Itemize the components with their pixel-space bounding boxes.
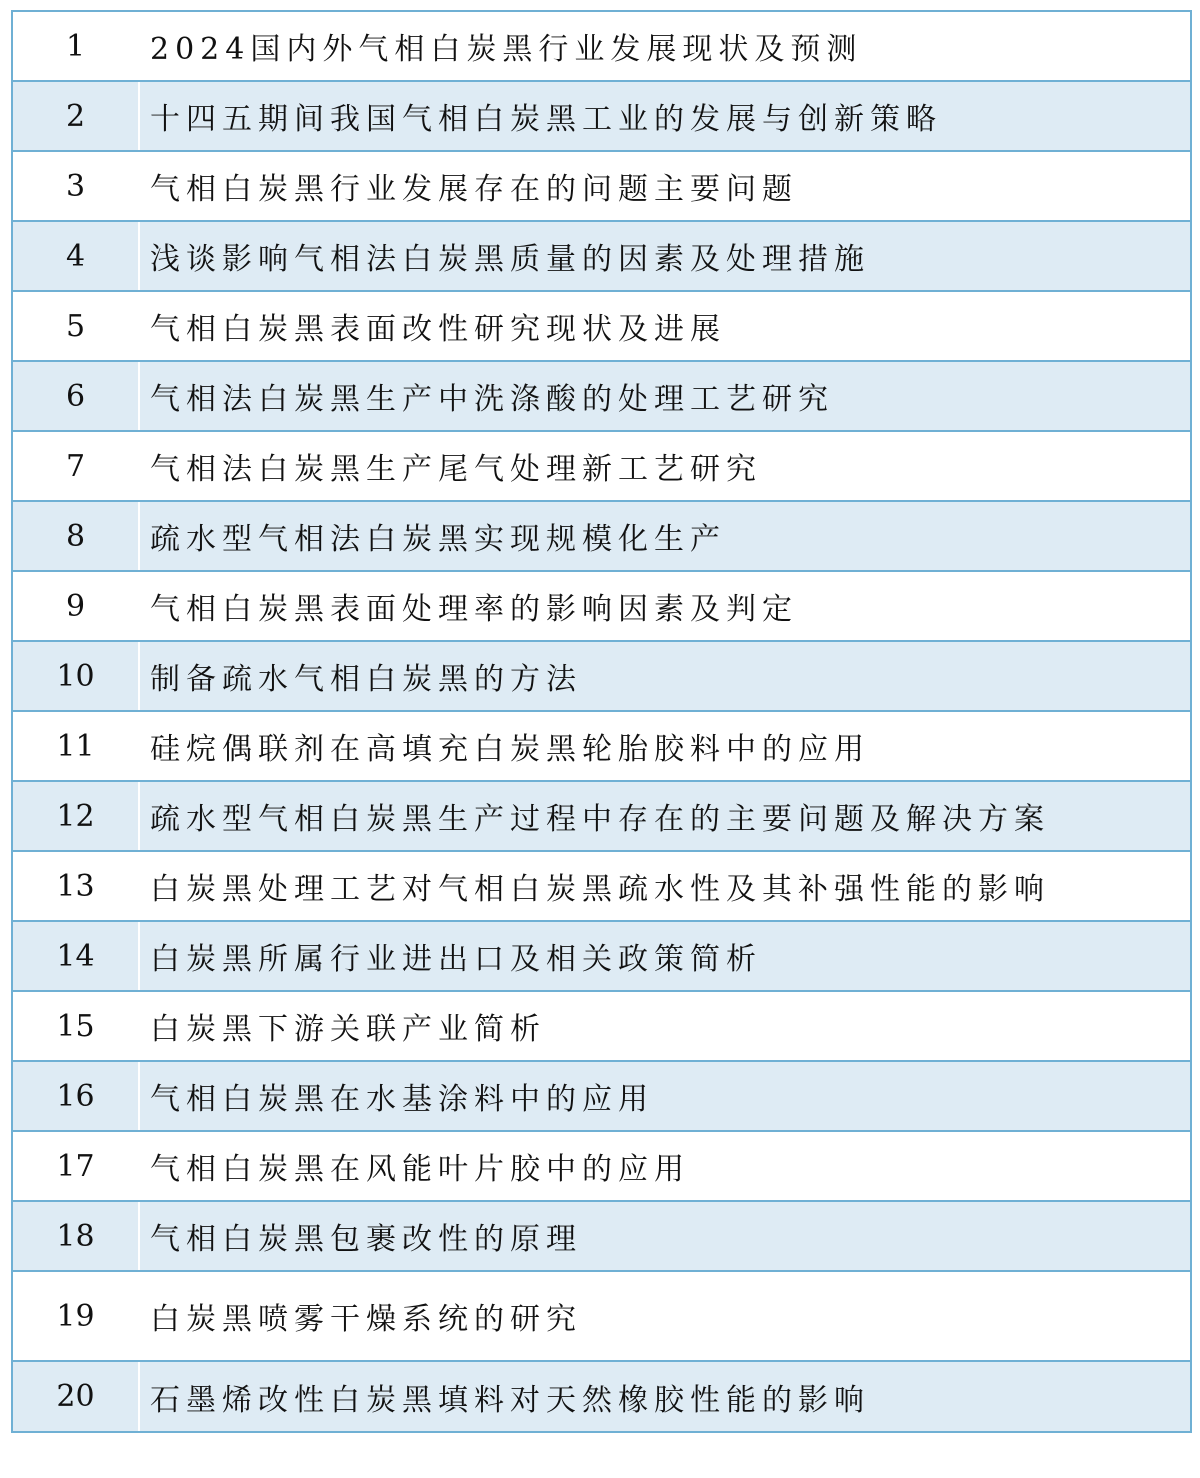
article-title: 硅烷偶联剂在高填充白炭黑轮胎胶料中的应用 <box>150 732 870 767</box>
row-number: 6 <box>13 362 140 430</box>
table-row <box>13 1272 1190 1362</box>
table-row <box>13 12 1190 82</box>
row-number: 8 <box>13 502 140 570</box>
row-number: 17 <box>13 1132 140 1200</box>
article-title: 浅谈影响气相法白炭黑质量的因素及处理措施 <box>150 242 870 277</box>
table-row <box>13 992 1190 1062</box>
row-number: 19 <box>13 1272 140 1360</box>
table-row <box>13 502 1190 572</box>
table-row <box>13 1362 1190 1433</box>
article-title: 白炭黑下游关联产业简析 <box>150 1012 546 1047</box>
table-row <box>13 1202 1190 1272</box>
row-number: 4 <box>13 222 140 290</box>
article-title: 十四五期间我国气相白炭黑工业的发展与创新策略 <box>150 102 942 137</box>
article-title: 气相白炭黑表面处理率的影响因素及判定 <box>150 592 798 627</box>
article-title: 石墨烯改性白炭黑填料对天然橡胶性能的影响 <box>150 1382 870 1418</box>
table-row <box>13 922 1190 992</box>
table-row <box>13 782 1190 852</box>
row-number: 15 <box>13 992 140 1060</box>
row-number: 12 <box>13 782 140 850</box>
table-row <box>13 1062 1190 1132</box>
article-title: 气相法白炭黑生产尾气处理新工艺研究 <box>150 452 762 487</box>
table-row <box>13 572 1190 642</box>
row-number: 1 <box>13 12 140 80</box>
row-number: 2 <box>13 82 140 150</box>
table-row <box>13 642 1190 712</box>
row-number: 3 <box>13 152 140 220</box>
article-title: 气相白炭黑包裹改性的原理 <box>150 1222 582 1257</box>
article-title: 疏水型气相法白炭黑实现规模化生产 <box>150 522 726 557</box>
table-row <box>13 152 1190 222</box>
article-title: 白炭黑所属行业进出口及相关政策简析 <box>150 942 762 977</box>
row-number: 9 <box>13 572 140 640</box>
table-row <box>13 362 1190 432</box>
article-title: 2024国内外气相白炭黑行业发展现状及预测 <box>150 32 863 67</box>
article-title: 气相白炭黑行业发展存在的问题主要问题 <box>150 172 798 207</box>
article-title: 制备疏水气相白炭黑的方法 <box>150 662 582 697</box>
article-list-table <box>11 10 1192 1433</box>
table-row <box>13 1132 1190 1202</box>
table-row <box>13 82 1190 152</box>
article-title: 气相法白炭黑生产中洗涤酸的处理工艺研究 <box>150 382 834 417</box>
article-title: 白炭黑处理工艺对气相白炭黑疏水性及其补强性能的影响 <box>150 872 1050 907</box>
row-number: 13 <box>13 852 140 920</box>
row-number: 10 <box>13 642 140 710</box>
article-title: 气相白炭黑表面改性研究现状及进展 <box>150 312 726 347</box>
row-number: 14 <box>13 922 140 990</box>
table-row <box>13 222 1190 292</box>
row-number: 5 <box>13 292 140 360</box>
table-row <box>13 712 1190 782</box>
article-title: 白炭黑喷雾干燥系统的研究 <box>150 1302 582 1337</box>
row-number: 18 <box>13 1202 140 1270</box>
row-number: 16 <box>13 1062 140 1130</box>
row-number: 7 <box>13 432 140 500</box>
table-row <box>13 292 1190 362</box>
table-row <box>13 852 1190 922</box>
article-title: 气相白炭黑在水基涂料中的应用 <box>150 1082 654 1117</box>
row-number: 11 <box>13 712 140 780</box>
row-number: 20 <box>13 1362 140 1431</box>
article-title: 气相白炭黑在风能叶片胶中的应用 <box>150 1152 690 1187</box>
article-title: 疏水型气相白炭黑生产过程中存在的主要问题及解决方案 <box>150 802 1050 837</box>
table-row <box>13 432 1190 502</box>
